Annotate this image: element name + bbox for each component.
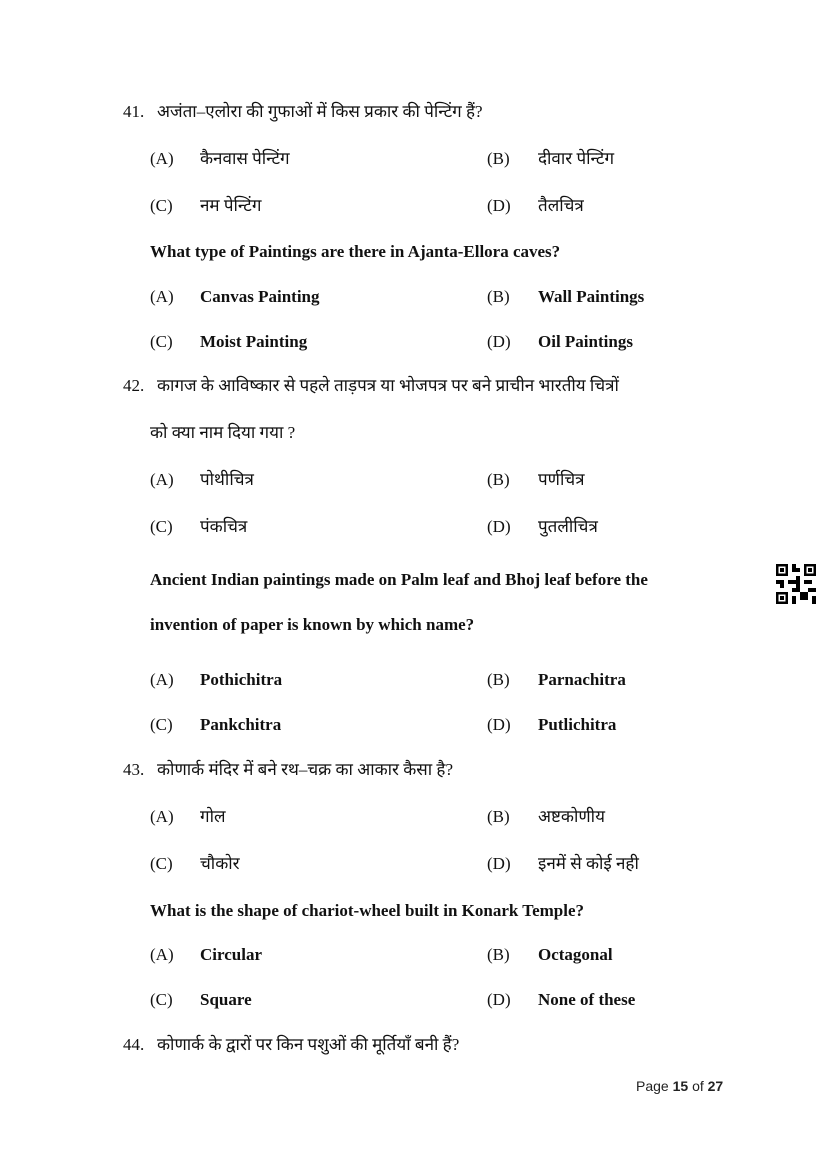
- option-label: (D): [487, 196, 511, 215]
- question-text-hindi-cont: को क्या नाम दिया गया ?: [150, 423, 296, 442]
- option-label: (B): [487, 670, 510, 689]
- question-text-hindi: कोणार्क मंदिर में बने रथ–चक्र का आकार कैसा है?: [157, 760, 454, 779]
- option-text: Octagonal: [538, 945, 613, 964]
- option-text: Pankchitra: [200, 715, 282, 734]
- option-text: Parnachitra: [538, 670, 626, 689]
- option-label: (D): [487, 715, 511, 734]
- question-text-hindi: अजंता–एलोरा की गुफाओं में किस प्रकार की पेन्टिंग हैं?: [157, 102, 483, 121]
- option-label: (B): [487, 470, 510, 489]
- question-text-hindi: कोणार्क के द्वारों पर किन पशुओं की मूर्तियाँ बनी हैं?: [157, 1035, 460, 1054]
- qr-code-icon: [776, 564, 816, 604]
- option-text: चौकोर: [200, 854, 240, 873]
- option-text: तैलचित्र: [538, 196, 584, 215]
- option-label: (D): [487, 517, 511, 536]
- option-label: (C): [150, 517, 173, 536]
- option-text: Putlichitra: [538, 715, 617, 734]
- page-label: Page: [636, 1078, 669, 1094]
- option-label: (C): [150, 196, 173, 215]
- current-page: 15: [672, 1078, 689, 1094]
- option-text: Oil Paintings: [538, 332, 633, 351]
- option-text: Canvas Painting: [200, 287, 320, 306]
- option-label: (A): [150, 945, 174, 964]
- option-text: Moist Painting: [200, 332, 308, 351]
- option-label: (C): [150, 332, 173, 351]
- option-label: (D): [487, 854, 511, 873]
- option-label: (D): [487, 990, 511, 1009]
- option-text: दीवार पेन्टिंग: [538, 149, 615, 168]
- question-text-english-cont: invention of paper is known by which name?: [150, 615, 475, 634]
- option-text: इनमें से कोई नही: [538, 854, 639, 873]
- of-label: of: [692, 1078, 704, 1094]
- option-text: None of these: [538, 990, 636, 1009]
- question-text-english: What type of Paintings are there in Ajanta-Ellora caves?: [150, 242, 561, 261]
- option-label: (C): [150, 715, 173, 734]
- option-text: पंकचित्र: [200, 517, 248, 536]
- option-text: पर्णचित्र: [538, 470, 585, 489]
- page-number: [636, 1078, 723, 1094]
- option-text: नम पेन्टिंग: [200, 196, 262, 215]
- question-text-english: What is the shape of chariot-wheel built in Konark Temple?: [150, 901, 585, 920]
- option-text: Pothichitra: [200, 670, 283, 689]
- total-pages: 27: [707, 1078, 724, 1094]
- option-text: अष्टकोणीय: [538, 807, 605, 826]
- option-label: (B): [487, 149, 510, 168]
- question-number: 43.: [123, 760, 145, 779]
- option-label: (A): [150, 807, 174, 826]
- option-text: पोथीचित्र: [200, 470, 254, 489]
- question-number: 42.: [123, 376, 145, 395]
- question-text-english: Ancient Indian paintings made on Palm leaf and Bhoj leaf before the: [150, 570, 648, 589]
- option-label: (B): [487, 945, 510, 964]
- option-text: पुतलीचित्र: [538, 517, 598, 536]
- question-number: 44.: [123, 1035, 145, 1054]
- option-label: (B): [487, 287, 510, 306]
- option-label: (A): [150, 470, 174, 489]
- option-text: कैनवास पेन्टिंग: [200, 149, 290, 168]
- question-number: 41.: [123, 102, 145, 121]
- option-label: (A): [150, 287, 174, 306]
- option-label: (A): [150, 670, 174, 689]
- option-text: Circular: [200, 945, 263, 964]
- option-label: (C): [150, 854, 173, 873]
- option-text: Wall Paintings: [538, 287, 645, 306]
- option-label: (B): [487, 807, 510, 826]
- option-label: (A): [150, 149, 174, 168]
- question-text-hindi: कागज के आविष्कार से पहले ताड़पत्र या भोजपत्र पर बने प्राचीन भारतीय चित्रों: [157, 376, 619, 395]
- option-label: (C): [150, 990, 173, 1009]
- option-text: Square: [200, 990, 252, 1009]
- option-label: (D): [487, 332, 511, 351]
- option-text: गोल: [200, 807, 226, 826]
